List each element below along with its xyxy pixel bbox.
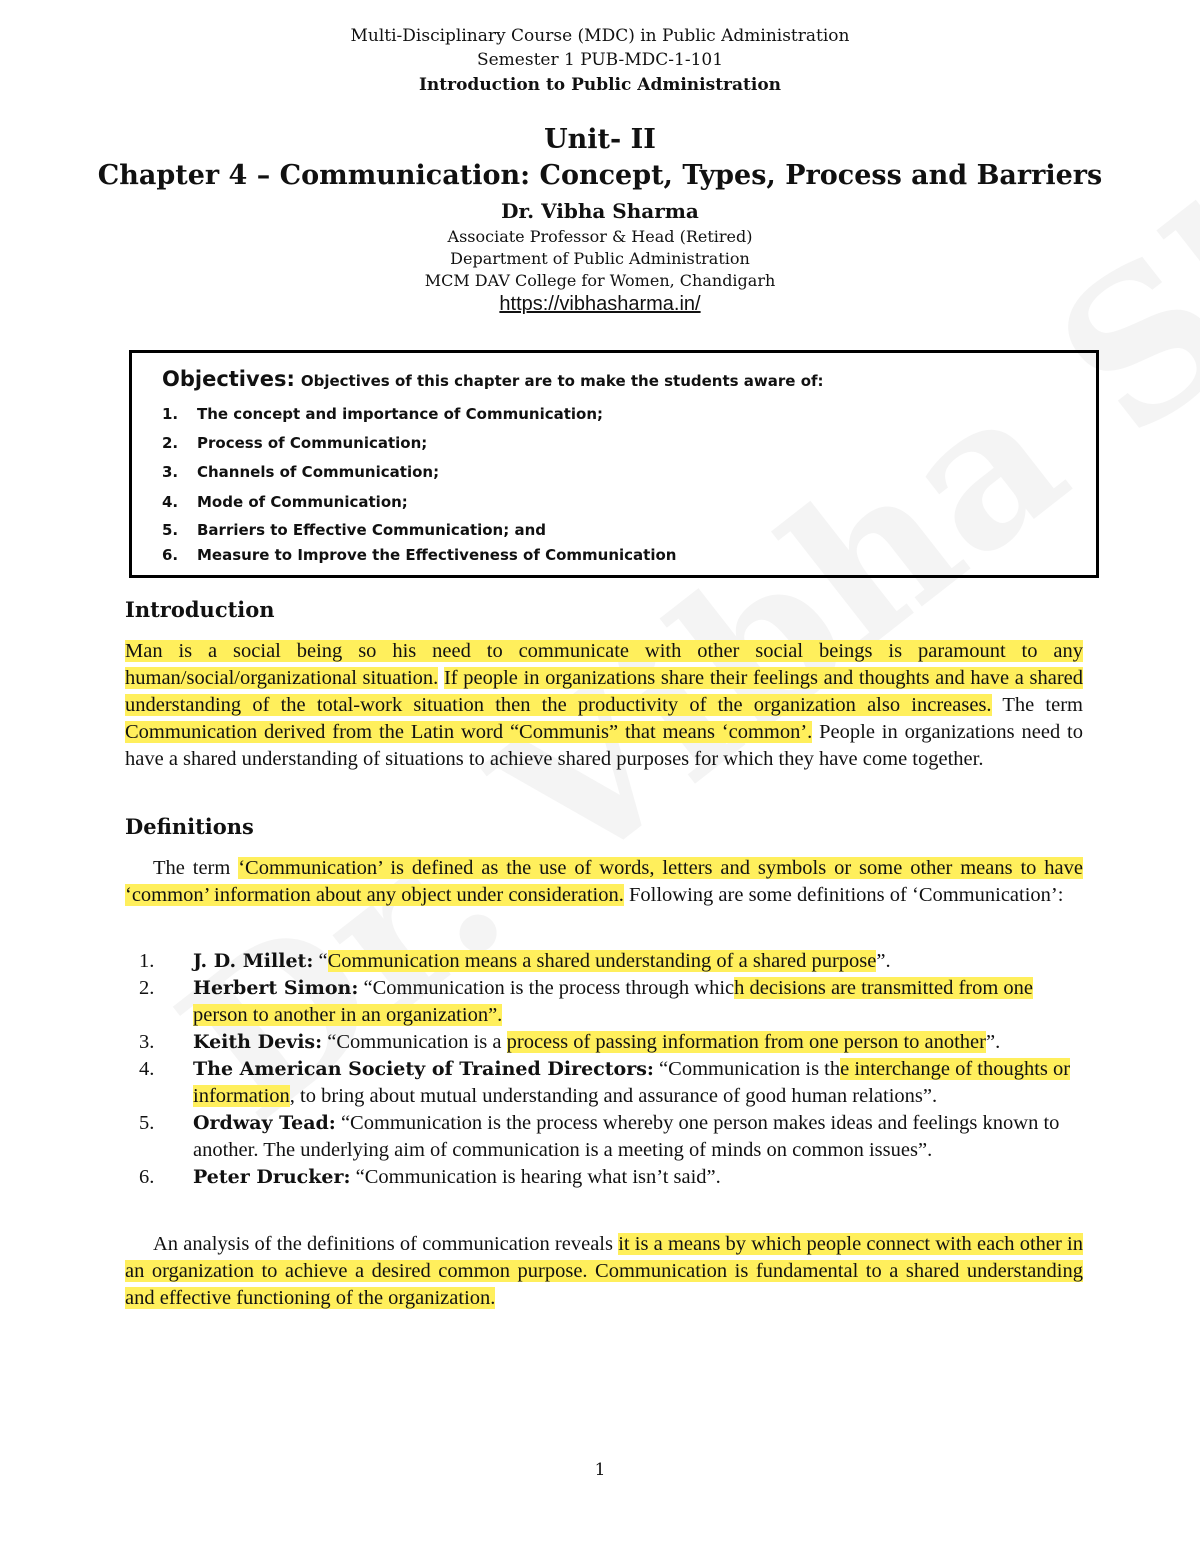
- text-run: “Communication is the process whereby one person makes ideas and feelings known to another. The underlying aim of communication is a meeting of minds on common issues”.: [193, 1112, 1060, 1161]
- highlighted-text: ‘Communication’ is defined as the use of words, letters and symbols or some other means to have ‘common’ information about any object under consideration.: [125, 857, 1083, 906]
- definition-author: Peter Drucker:: [193, 1166, 351, 1188]
- definition-author: J. D. Millet:: [193, 950, 314, 972]
- objective-number: 1.: [162, 405, 179, 423]
- definition-number: 1.: [139, 950, 155, 972]
- author-department: Department of Public Administration: [450, 249, 750, 268]
- objective-item: [162, 521, 546, 539]
- text-run: People in organizations need to have a shared understanding of situations to achieve shared purposes for which they have come together.: [125, 721, 1084, 770]
- text-run: “Communication is a: [322, 1031, 507, 1053]
- text-run: An analysis of the definitions of communication reveals: [153, 1233, 619, 1255]
- definition-item: [125, 948, 1085, 975]
- definition-author: Keith Devis:: [193, 1031, 323, 1053]
- definition-author: Ordway Tead:: [193, 1112, 336, 1134]
- definition-number: 4.: [139, 1058, 155, 1080]
- author-name: Dr. Vibha Sharma: [501, 199, 699, 223]
- definitions-heading: Definitions: [125, 814, 254, 839]
- highlighted-text: Communication means a shared understanding of a shared purpose: [327, 950, 877, 972]
- objectives-intro: Objectives of this chapter are to make the students aware of:: [300, 372, 824, 390]
- introduction-paragraph: [125, 638, 1083, 773]
- objective-text: The concept and importance of Communication;: [197, 405, 604, 423]
- definition-number: 5.: [139, 1112, 155, 1134]
- objective-item: [162, 546, 676, 564]
- author-website-link[interactable]: https://vibhasharma.in/: [499, 293, 701, 315]
- definition-number: 3.: [139, 1031, 155, 1053]
- text-run: “Communication is hearing what isn’t said”.: [350, 1166, 721, 1188]
- objective-text: Process of Communication;: [197, 434, 428, 452]
- text-run: Following are some definitions of ‘Communication’:: [623, 884, 1064, 906]
- highlighted-text: If people in organizations share their feelings and thoughts and have a shared understanding of the total-work situation then the productivity of the organization also increases.: [125, 667, 1084, 716]
- definition-item: [125, 1164, 1085, 1191]
- objective-number: 4.: [162, 493, 179, 511]
- author-college: MCM DAV College for Women, Chandigarh: [424, 271, 776, 290]
- objective-number: 3.: [162, 463, 179, 481]
- definition-item: [125, 975, 1085, 1029]
- page-number: 1: [594, 1460, 606, 1480]
- definition-item: [125, 1110, 1085, 1164]
- definitions-lead-paragraph: [125, 855, 1083, 909]
- objectives-label: Objectives:: [162, 367, 295, 391]
- objective-text: Barriers to Effective Communication; and: [197, 521, 546, 539]
- highlighted-text: e interchange of thoughts or information: [193, 1058, 1071, 1107]
- highlighted-text: process of passing information from one person to another: [506, 1031, 986, 1053]
- highlighted-text: h decisions are transmitted from one person to another in an organization”.: [193, 977, 1034, 1026]
- objective-item: [162, 463, 439, 481]
- objective-number: 2.: [162, 434, 179, 452]
- highlighted-text: Communication derived from the Latin word “Communis” that means ‘common’.: [125, 721, 813, 743]
- objective-item: [162, 434, 427, 452]
- definition-author: Herbert Simon:: [193, 977, 359, 999]
- objective-item: [162, 493, 408, 511]
- unit-title: Unit- II: [544, 124, 656, 155]
- objective-text: Measure to Improve the Effectiveness of Communication: [197, 546, 677, 564]
- course-code: Semester 1 PUB-MDC-1-101: [476, 50, 724, 70]
- text-run: ”.: [876, 950, 891, 972]
- chapter-title: Chapter 4 – Communication: Concept, Types, Process and Barriers: [97, 160, 1103, 191]
- objective-number: 5.: [162, 521, 179, 539]
- highlighted-text: it is a means by which people connect with each other in an organization to achieve a desired common purpose. Communication is fundamental to a shared understanding and effective functioning of the organization.: [125, 1233, 1083, 1309]
- definition-item: [125, 1029, 1085, 1056]
- objective-number: 6.: [162, 546, 179, 564]
- objective-text: Channels of Communication;: [197, 463, 440, 481]
- objectives-heading: [162, 367, 824, 391]
- definition-number: 2.: [139, 977, 155, 999]
- introduction-heading: Introduction: [125, 597, 275, 622]
- definition-number: 6.: [139, 1166, 155, 1188]
- analysis-paragraph: [125, 1231, 1083, 1312]
- course-title: Multi-Disciplinary Course (MDC) in Public Administration: [350, 26, 850, 46]
- text-run: The term: [991, 694, 1083, 716]
- objective-item: [162, 405, 603, 423]
- definition-author: The American Society of Trained Directors:: [193, 1058, 654, 1080]
- text-run: The term: [153, 857, 239, 879]
- definitions-list: [125, 948, 1085, 1191]
- highlighted-text: Man is a social being so his need to communicate with other social beings is paramount to any human/social/organizational situation.: [125, 640, 1083, 689]
- course-subject: Introduction to Public Administration: [418, 75, 782, 95]
- text-run: , to bring about mutual understanding and assurance of good human relations”.: [289, 1085, 938, 1107]
- text-run: “Communication is the process through whic: [358, 977, 735, 999]
- text-run: “Communication is th: [653, 1058, 841, 1080]
- objectives-box: [129, 350, 1099, 578]
- author-position: Associate Professor & Head (Retired): [447, 227, 753, 246]
- objective-text: Mode of Communication;: [197, 493, 408, 511]
- definition-item: [125, 1056, 1085, 1110]
- text-run: ”.: [985, 1031, 1001, 1053]
- text-run: “: [313, 950, 328, 972]
